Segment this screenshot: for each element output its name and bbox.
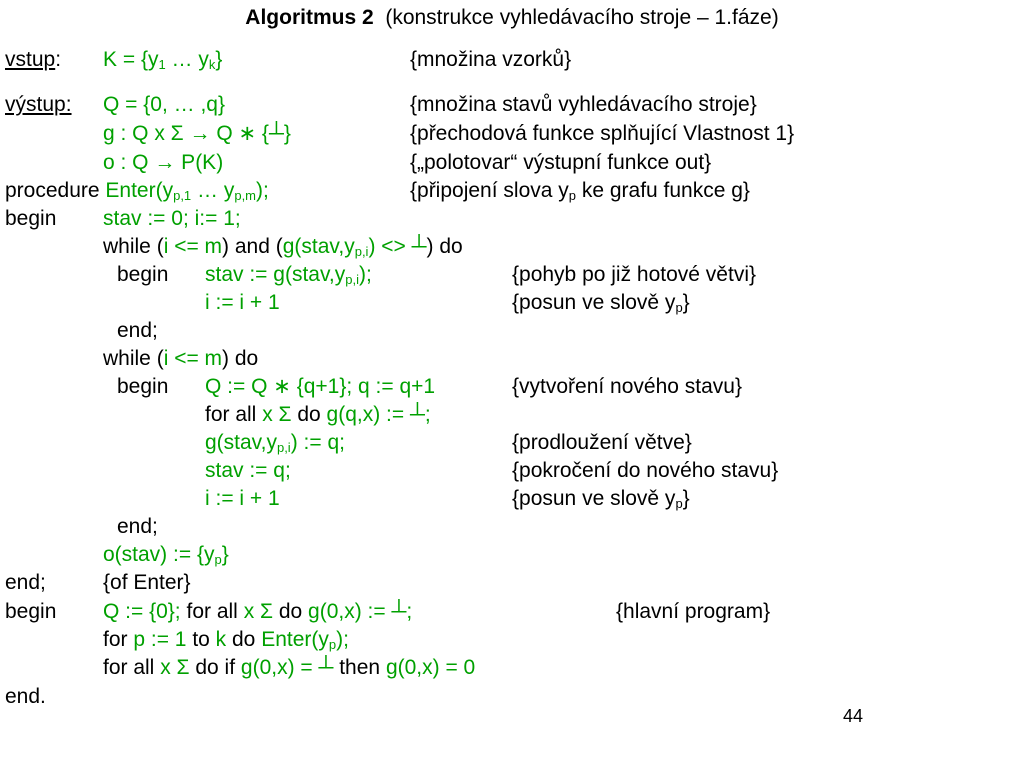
inner-begin-1: begin <box>117 263 169 286</box>
inc1-comment: {posun ve slově $y_p$} <box>512 291 690 315</box>
procedure-end-comment: {of Enter} <box>103 571 191 594</box>
input-colon: : <box>55 48 62 71</box>
main-begin: begin <box>5 600 57 623</box>
output-g: g : Q x Σ → Q ∗ {┴} <box>103 122 291 145</box>
procedure-comment: {připojení slova $y_p$ ke grafu funkce g} <box>410 179 750 203</box>
inner-end-2: end; <box>117 515 158 538</box>
move-comment: {pohyb po již hotové větvi} <box>512 263 757 286</box>
advance-stmt: stav := q; <box>205 459 291 482</box>
output-q-comment: {množina stavů vyhledávacího stroje} <box>410 93 757 116</box>
input-value: $K = \{y_1$ … $y_k$} <box>103 48 223 72</box>
inner-begin-2: begin <box>117 375 169 398</box>
output-o: o : Q → P(K) <box>103 151 224 174</box>
inc2-stmt: i := i + 1 <box>205 487 280 510</box>
while1-line: while (i <= m) and ($g(stav,y_{p,i})$ <> ┴) do <box>103 235 463 259</box>
newstate-comment: {vytvoření nového stavu} <box>512 375 742 398</box>
procedure-signature: $Enter(y_{p,1}$ … $y_{p,m}$); <box>105 179 269 203</box>
inc1-stmt: i := i + 1 <box>205 291 280 314</box>
forall-stmt: for all x Σ do g(q,x) := ┴; <box>205 403 431 426</box>
title-rest: (konstrukce vyhledávacího stroje – 1.fáze) <box>385 6 779 29</box>
inner-end-1: end; <box>117 319 158 342</box>
input-label-line <box>5 46 61 74</box>
inc2-comment: {posun ve slově $y_p$} <box>512 487 690 511</box>
procedure-keyword: procedure <box>5 179 100 202</box>
procedure-line <box>5 177 269 205</box>
output-label: výstup: <box>5 93 72 116</box>
procedure-end: end; <box>5 571 46 594</box>
output-o-comment: {„polotovar“ výstupní funkce out} <box>410 151 712 174</box>
output-g-comment: {přechodová funkce splňující Vlastnost 1} <box>410 122 795 145</box>
input-label: vstup <box>5 48 56 71</box>
page-number: 44 <box>843 706 864 726</box>
advance-comment: {pokročení do nového stavu} <box>512 459 779 482</box>
body-init: stav := 0; i:= 1; <box>103 207 241 230</box>
main-end: end. <box>5 685 46 708</box>
main-init: Q := {0}; for all x Σ do g(0,x) := ┴; <box>103 600 413 623</box>
input-comment: {množina vzorků} <box>410 48 572 71</box>
output-q: Q = {0, … ,q} <box>103 93 225 116</box>
slide-title <box>0 4 1024 32</box>
main-for: for p := 1 to k do $Enter(y_p)$; <box>103 628 349 652</box>
move-stmt: stav := $g(stav,y_{p,i})$; <box>205 263 372 287</box>
output-assign: o(stav) := $\{y_p\}$ <box>103 543 229 567</box>
newstate-stmt: Q := Q ∗ {q+1}; q := q+1 <box>205 375 436 398</box>
title-bold: Algoritmus 2 <box>245 6 374 29</box>
main-forall: for all x Σ do if g(0,x) = ┴ then g(0,x) = 0 <box>103 656 476 679</box>
extend-stmt: $g(stav,y_{p,i})$ := q; <box>205 431 345 455</box>
main-comment: {hlavní program} <box>616 600 771 623</box>
while2-line: while (i <= m) do <box>103 347 259 370</box>
body-begin: begin <box>5 207 57 230</box>
extend-comment: {prodloužení větve} <box>512 431 692 454</box>
